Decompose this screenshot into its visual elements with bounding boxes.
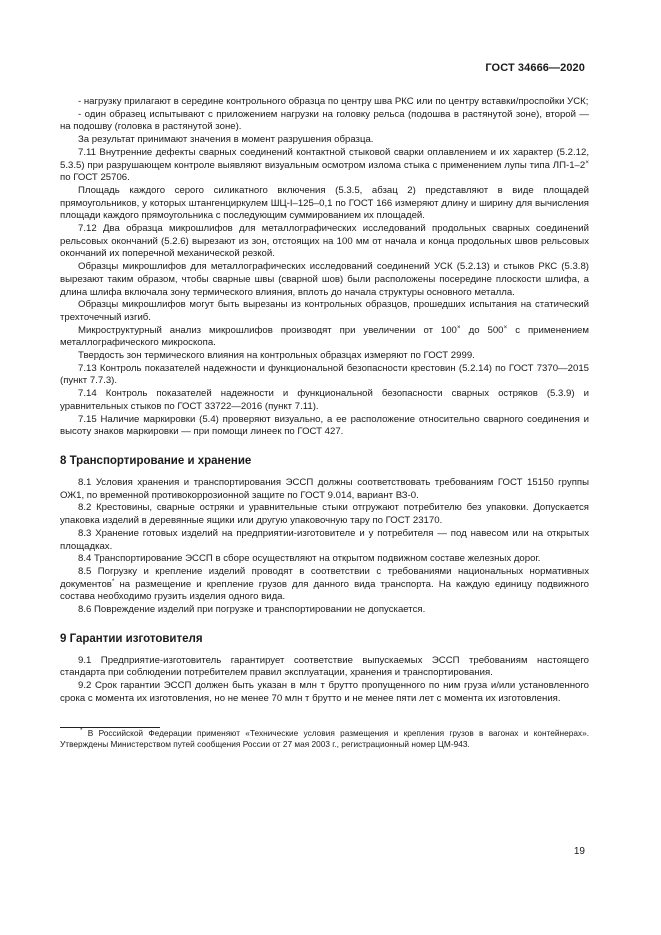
footnote-text: В Российской Федерации применяют «Технические условия размещения и крепления грузов в вагонах и контейнерах». Утверждены Министерством путей сообщения России от 27 мая 2003 г., регистрационный номер ЦМ-943.	[60, 727, 589, 749]
footnote	[60, 728, 589, 750]
paragraph-text: по ГОСТ 25706.	[60, 172, 130, 184]
paragraph-text: Микроструктурный анализ микрошлифов производят при увеличении от 100	[78, 324, 457, 336]
paragraph-text: с применением металлографического микроскопа.	[60, 324, 589, 349]
footnote-marker: *	[80, 726, 83, 734]
footnote-ref: *	[111, 577, 115, 585]
section-8-heading: 8 Транспортирование и хранение	[60, 454, 252, 467]
paragraph-8-2: 8.2 Крестовины, сварные остряки и уравнительные стыки отгружают потребителю без упаковки. Допускается упаковка изделий в деревянные ящики или другую упаковочную тару по ГОСТ 23170.	[60, 502, 589, 527]
paragraph: - нагрузку прилагают в середине контрольного образца по центру шва РКС или по центру вставки/проспойки УСК;	[78, 96, 589, 107]
paragraph: - один образец испытывают с приложением нагрузки на головку рельса (подошва в растянутой зоне), второй — на подошву (головка в растянутой зоне).	[60, 108, 589, 133]
page-content	[60, 96, 589, 750]
paragraph: За результат принимают значения в момент разрушения образца.	[78, 134, 374, 146]
paragraph-7-13: 7.13 Контроль показателей надежности и функциональной безопасности крестовин (5.2.14) по ГОСТ 7370—2015 (пункт 7.7.3).	[60, 362, 589, 387]
superscript: ×	[456, 323, 461, 331]
paragraph-8-4: 8.4 Транспортирование ЭССП в сборе осуществляют на открытом подвижном составе железных дорог.	[78, 553, 541, 565]
paragraph: Образцы микрошлифов для металлографических исследований соединений УСК (5.2.13) и стыков РКС (5.3.8) вырезают таким образом, чтобы сварные швы (сварной шов) были расположены посередине плоскости шлифа, а длина шлифа включала зону термического влияния, вплоть до начала структуры основного металла.	[60, 261, 589, 298]
superscript: ×	[585, 158, 589, 166]
superscript: ×	[503, 323, 508, 331]
paragraph: Образцы микрошлифов могут быть вырезаны из контрольных образцов, прошедших испытания на статический трехточечный изгиб.	[60, 299, 589, 323]
paragraph-text: до 500	[460, 324, 504, 336]
paragraph-7-14: 7.14 Контроль показателей надежности и функциональной безопасности сварных остряков (5.3.9) и уравнительных стыков по ГОСТ 33722—2016 (пункт 7.11).	[60, 388, 589, 412]
paragraph-9-2: 9.2 Срок гарантии ЭССП должен быть указан в млн т брутто пропущенного по ним груза и/или установленного срока с момента их изготовления, но не менее 70 млн т брутто и не менее пяти лет с момента их изготовления.	[60, 680, 589, 704]
paragraph-8-3: 8.3 Хранение готовых изделий на предприятии-изготовителе и у потребителя — под навесом или на открытых площадках.	[60, 527, 589, 552]
paragraph-9-1: 9.1 Предприятие-изготовитель гарантирует соответствие выпускаемых ЭССП требованиям настоящего стандарта при соблюдении потребителем правил эксплуатации, хранения и транспортирования.	[60, 654, 589, 679]
paragraph-microstructure	[60, 325, 589, 350]
paragraph-text: 8.5 Погрузку и крепление изделий проводят в соответствии с требованиями национальных нормативных документов	[60, 565, 589, 590]
paragraph-8-1: 8.1 Условия хранения и транспортирования ЭССП должны соответствовать требованиям ГОСТ 15150 группы ОЖ1, по временной противокоррозионной защите по ГОСТ 9.014, вариант ВЗ-0.	[60, 476, 589, 501]
paragraph-7-11	[60, 147, 589, 185]
paragraph-text: на размещение и крепление грузов для данного вида транспорта. На каждую единицу подвижного состава необходимо грузить изделия одного вида.	[60, 578, 589, 603]
document-code: ГОСТ 34666—2020	[485, 62, 585, 74]
section-9-heading: 9 Гарантии изготовителя	[60, 632, 203, 645]
paragraph-7-15: 7.15 Наличие маркировки (5.4) проверяют визуально, а ее расположение относительно сварного соединения и высоту знаков маркировки — при помощи линеек по ГОСТ 427.	[60, 413, 589, 438]
paragraph: Твердость зон термического влияния на контрольных образцах измеряют по ГОСТ 2999.	[78, 350, 475, 362]
paragraph-8-5	[60, 566, 589, 604]
paragraph-7-12: 7.12 Два образца микрошлифов для металлографических исследований продольных сварных соединений рельсовых окончаний (5.2.6) вырезают из зон, отстоящих на 100 мм от начала и конца продольных швов рельсовых окончаний их поперечной механической резкой.	[60, 223, 589, 260]
paragraph-8-6: 8.6 Повреждение изделий при погрузке и транспортировании не допускается.	[78, 604, 426, 616]
paragraph-text: 7.11 Внутренние дефекты сварных соединений контактной стыковой сварки оплавлением и их характер (5.2.12, 5.3.5) при разрушающем контроле выявляют визуальным осмотром излома стыка с применением лупы типа ЛП-1–2	[60, 146, 589, 171]
page-number: 19	[573, 846, 585, 857]
paragraph: Площадь каждого серого силикатного включения (5.3.5, абзац 2) представляют в виде площадей прямоугольников, у которых штангенциркулем ШЦ-I–125–0,1 по ГОСТ 166 измеряют длину и ширину для вычисления площади каждого прямоугольника с последующим суммированием их площадей.	[60, 184, 589, 222]
